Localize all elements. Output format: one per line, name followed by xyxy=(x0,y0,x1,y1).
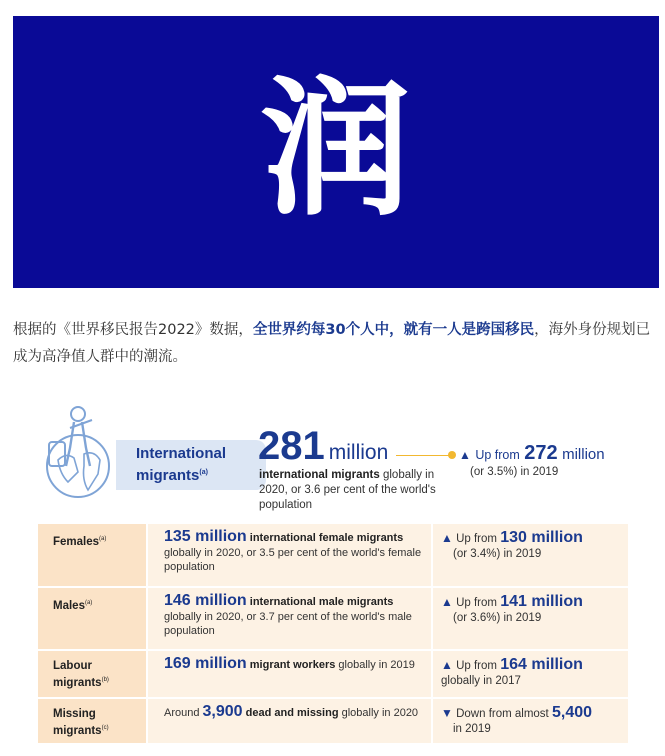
paragraph-text-2: ，海外身份规划已成为高净值人群中的潮流。 xyxy=(13,322,651,365)
row-label-footnote: (b) xyxy=(101,677,109,683)
headline-change xyxy=(459,442,605,465)
row-bold-text: dead and missing xyxy=(242,707,339,719)
row-change-prefix: Down from almost xyxy=(456,708,549,720)
row-text: globally in 2020, or 3.7 per cent of the world's male population xyxy=(164,610,412,637)
row-change-number: 130 million xyxy=(500,529,583,546)
row-bold-text: migrant workers xyxy=(246,659,336,671)
row-change-number: 164 million xyxy=(500,656,583,673)
migration-infographic xyxy=(38,402,628,756)
headline-figure xyxy=(258,424,388,469)
row-number: 3,900 xyxy=(202,703,243,720)
row-change-prefix: Up from xyxy=(456,533,497,545)
row-text: globally in 2020, or 3.5 per cent of the world's female population xyxy=(164,546,422,573)
row-change-sub: globally in 2017 xyxy=(441,675,521,687)
row-label: Females xyxy=(53,535,100,548)
headline-unit: million xyxy=(328,441,389,464)
migrants-title xyxy=(136,444,226,485)
row-label: Missing migrants xyxy=(53,708,102,737)
headline-number: 281 xyxy=(258,424,325,468)
row-label-footnote: (a) xyxy=(99,536,107,542)
banner-image xyxy=(13,16,659,288)
table-row xyxy=(38,588,628,649)
row-text: globally in 2020 xyxy=(338,707,419,719)
table-row xyxy=(38,524,628,586)
connector-dot xyxy=(448,451,456,459)
banner-character: 润 xyxy=(260,61,411,237)
row-bold-text: international female migrants xyxy=(246,532,404,544)
connector-line xyxy=(396,455,451,456)
headline-change-unit: million xyxy=(562,446,605,463)
row-number: 169 million xyxy=(164,655,247,672)
down-arrow-icon: ▼ xyxy=(441,706,453,720)
headline-description xyxy=(259,468,449,513)
headline-change-number: 272 xyxy=(524,442,558,464)
row-label-footnote: (c) xyxy=(101,725,109,731)
row-change-number: 141 million xyxy=(500,593,583,610)
paragraph-highlight: 全世界约每30个人中，就有一人是跨国移民 xyxy=(252,322,535,338)
up-arrow-icon: ▲ xyxy=(441,595,453,609)
title-line-2: migrants xyxy=(136,467,200,484)
up-arrow-icon: ▲ xyxy=(441,531,453,545)
intro-paragraph xyxy=(13,317,661,371)
row-change-prefix: Up from xyxy=(456,660,497,672)
row-prefix: Around xyxy=(164,707,203,719)
paragraph-text-1: 根据的《世界移民报告2022》数据， xyxy=(13,322,253,338)
migrants-title-box xyxy=(116,440,266,490)
headline-change-prefix: Up from xyxy=(475,448,520,462)
row-label-footnote: (a) xyxy=(84,600,93,606)
headline-change-sub: (or 3.5%) in 2019 xyxy=(470,466,559,478)
row-label: Males xyxy=(53,599,85,612)
table-row xyxy=(38,651,628,697)
row-change-number: 5,400 xyxy=(551,704,593,721)
row-bold-text: international male migrants xyxy=(246,596,394,608)
headline-desc-bold: international migrants xyxy=(259,469,380,481)
up-arrow-icon: ▲ xyxy=(441,658,453,672)
row-change-sub: (or 3.6%) in 2019 xyxy=(453,612,542,624)
row-number: 135 million xyxy=(164,528,247,545)
row-label: Labour migrants xyxy=(53,660,102,689)
table-row xyxy=(38,699,628,743)
row-change-sub: in 2019 xyxy=(453,723,491,735)
row-number: 146 million xyxy=(164,592,247,609)
title-footnote: (a) xyxy=(199,469,208,476)
row-text: globally in 2019 xyxy=(335,659,415,671)
row-change-sub: (or 3.4%) in 2019 xyxy=(453,548,542,560)
row-change-prefix: Up from xyxy=(456,597,497,609)
up-arrow-icon: ▲ xyxy=(459,448,471,462)
title-line-1: International xyxy=(136,445,227,462)
headline-desc-rest: globally in 2020, or 3.6 per cent of the world's population xyxy=(259,469,436,511)
